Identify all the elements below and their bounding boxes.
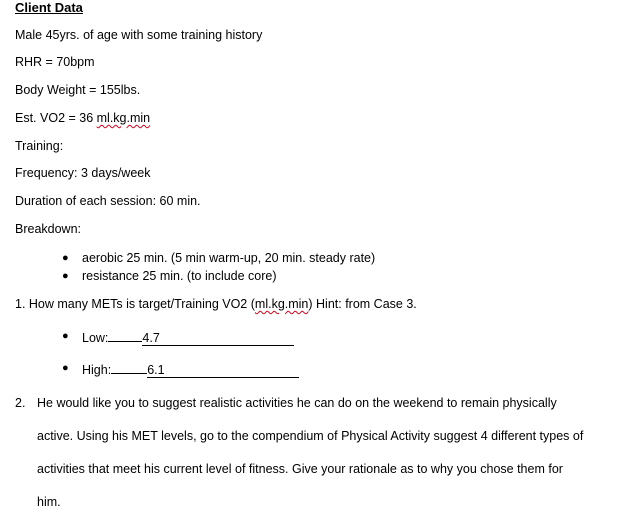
bullet-icon: ● bbox=[62, 270, 69, 282]
bullet-icon: ● bbox=[62, 330, 69, 342]
estimated-vo2 bbox=[15, 111, 150, 125]
question-1-units: ml.kg.min bbox=[254, 297, 309, 311]
training-heading: Training: bbox=[15, 139, 64, 153]
high-label: High: bbox=[82, 363, 112, 377]
breakdown-heading: Breakdown: bbox=[15, 222, 82, 236]
training-frequency: Frequency: 3 days/week bbox=[15, 166, 151, 180]
body-weight: Body Weight = 155lbs. bbox=[15, 83, 141, 97]
vo2-prefix: Est. VO2 = 36 bbox=[15, 111, 97, 125]
session-duration: Duration of each session: 60 min. bbox=[15, 194, 201, 208]
low-blank-lead bbox=[108, 328, 142, 342]
question-1 bbox=[15, 297, 417, 311]
breakdown-item-aerobic: aerobic 25 min. (5 min warm-up, 20 min. steady rate) bbox=[82, 251, 376, 265]
breakdown-item-resistance: resistance 25 min. (to include core) bbox=[82, 269, 277, 283]
resting-heart-rate: RHR = 70bpm bbox=[15, 55, 95, 69]
question-2-line: He would like you to suggest realistic activities he can do on the weekend to remain physically bbox=[37, 396, 557, 410]
client-description: Male 45yrs. of age with some training history bbox=[15, 28, 263, 42]
question-2-line: activities that meet his current level of fitness. Give your rationale as to why you chose them for bbox=[37, 462, 563, 476]
page-title: Client Data bbox=[15, 0, 83, 15]
vo2-units: ml.kg.min bbox=[96, 111, 151, 125]
high-blank-lead bbox=[111, 360, 147, 374]
bullet-icon: ● bbox=[62, 362, 69, 374]
question-2-line: him. bbox=[37, 495, 61, 509]
low-answer bbox=[82, 328, 294, 346]
question-2-number: 2. bbox=[15, 396, 26, 410]
question-2-line: active. Using his MET levels, go to the compendium of Physical Activity suggest 4 different types of bbox=[37, 429, 584, 443]
high-answer bbox=[82, 360, 299, 378]
high-value: 6.1 bbox=[147, 363, 299, 378]
low-value: 4.7 bbox=[142, 331, 294, 346]
bullet-icon: ● bbox=[62, 252, 69, 264]
low-label: Low: bbox=[82, 331, 109, 345]
question-1-text: 1. How many METs is target/Training VO2 ( bbox=[15, 297, 255, 311]
question-1-hint: ) Hint: from Case 3. bbox=[308, 297, 417, 311]
